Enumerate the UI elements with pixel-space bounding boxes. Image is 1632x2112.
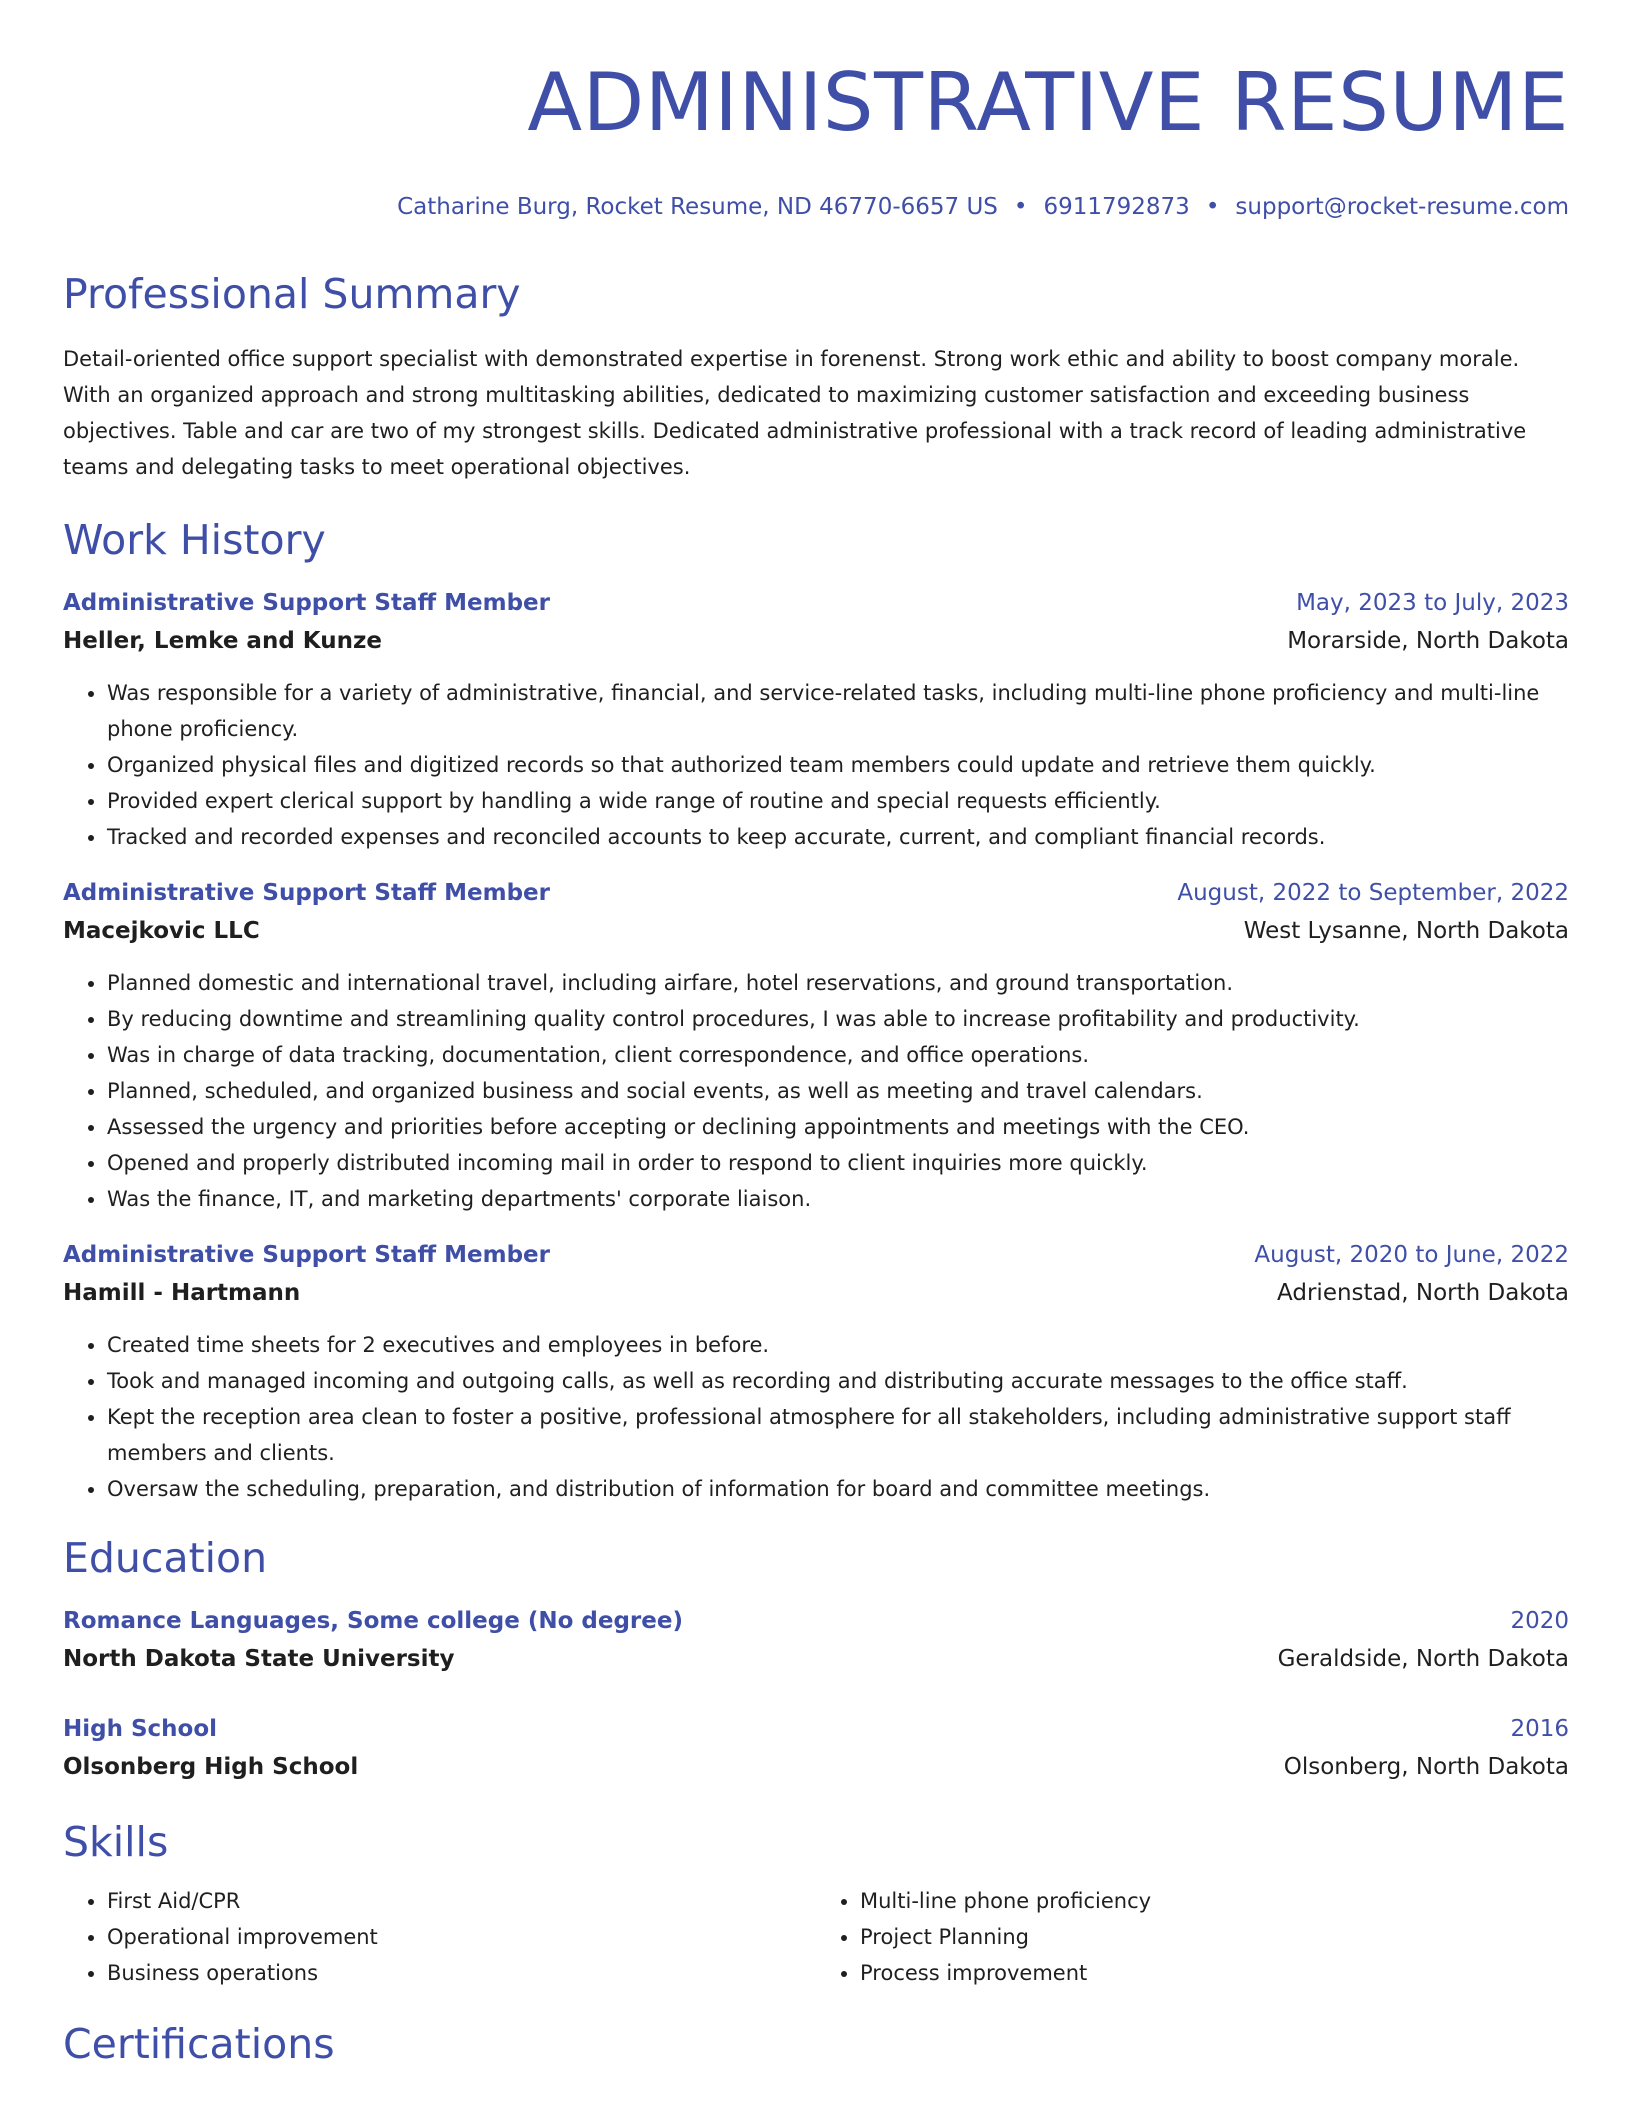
skills-heading: Skills: [63, 1818, 169, 1866]
job-bullet: • Was responsible for a variety of administrative, financial, and service-related tasks, including multi-line phone proficiency and multi-line phone proficiency.: [107, 675, 1569, 747]
job-dates: May, 2023 to July, 2023: [1296, 590, 1569, 616]
resume-title: ADMINISTRATIVE RESUME: [527, 56, 1569, 149]
job-bullets: [63, 1327, 1569, 1507]
education-school: North Dakota State University: [63, 1646, 455, 1672]
job-bullet: • Assessed the urgency and priorities before accepting or declining appointments and meetings with the CEO.: [107, 1109, 1569, 1145]
job-bullet: • Oversaw the scheduling, preparation, and distribution of information for board and committee meetings.: [107, 1471, 1569, 1507]
education-degree: Romance Languages, Some college (No degree): [63, 1608, 683, 1634]
job-entry: [63, 877, 1569, 1217]
education-section: [63, 1533, 1569, 1783]
job-title: Administrative Support Staff Member: [63, 590, 550, 616]
education-year: 2016: [1510, 1716, 1569, 1742]
contact-email: support@rocket-resume.com: [1235, 194, 1569, 220]
education-location: Olsonberg, North Dakota: [1283, 1754, 1569, 1780]
job-title: Administrative Support Staff Member: [63, 880, 550, 906]
job-location: Adrienstad, North Dakota: [1277, 1280, 1569, 1306]
summary-text: Detail-oriented office support specialist with demonstrated expertise in forenenst. Strong work ethic and ability to boost company morale. With an organized approach and strong multitasking abilities, dedicated to maximizing customer satisfaction and exceeding business objectives. Table and car are two of my strongest skills. Dedicated administrative professional with a track record of leading administrative teams and delegating tasks to meet operational objectives.: [63, 347, 1527, 479]
contact-separator: •: [1013, 194, 1028, 220]
job-company: Macejkovic LLC: [63, 918, 260, 944]
job-dates: August, 2022 to September, 2022: [1177, 880, 1569, 906]
job-location: Morarside, North Dakota: [1287, 628, 1569, 654]
job-bullet: • Was the finance, IT, and marketing departments' corporate liaison.: [107, 1181, 1569, 1217]
work-history-heading: Work History: [63, 516, 326, 564]
job-bullet: • Planned, scheduled, and organized business and social events, as well as meeting and travel calendars.: [107, 1073, 1569, 1109]
job-bullet: • By reducing downtime and streamlining quality control procedures, I was able to increase profitability and productivity.: [107, 1001, 1569, 1037]
contact-address: Catharine Burg, Rocket Resume, ND 46770-6657 US: [397, 194, 998, 220]
contact-phone: 6911792873: [1043, 194, 1190, 220]
education-school: Olsonberg High School: [63, 1754, 359, 1780]
education-entry: [63, 1713, 1569, 1783]
contact-line: [63, 191, 1569, 223]
job-bullets: [63, 675, 1569, 855]
job-bullets: [63, 965, 1569, 1217]
summary-section: [63, 269, 1569, 485]
skill-item: • Project Planning: [860, 1919, 1569, 1955]
job-bullet: • Organized physical files and digitized records so that authorized team members could update and retrieve them quickly.: [107, 747, 1569, 783]
education-entry: [63, 1605, 1569, 1675]
contact-separator: •: [1205, 194, 1220, 220]
skills-grid: [63, 1883, 1569, 1991]
education-year: 2020: [1510, 1608, 1569, 1634]
job-entry: [63, 1239, 1569, 1507]
job-company: Heller, Lemke and Kunze: [63, 628, 382, 654]
certifications-section: [63, 2019, 1569, 2069]
job-location: West Lysanne, North Dakota: [1243, 918, 1569, 944]
certifications-heading: Certifications: [63, 2020, 335, 2068]
education-degree: High School: [63, 1716, 218, 1742]
skill-item: • Process improvement: [860, 1955, 1569, 1991]
job-bullet: • Was in charge of data tracking, documentation, client correspondence, and office operations.: [107, 1037, 1569, 1073]
job-bullet: • Created time sheets for 2 executives and employees in before.: [107, 1327, 1569, 1363]
job-bullet: • Provided expert clerical support by handling a wide range of routine and special requests efficiently.: [107, 783, 1569, 819]
job-bullet: • Opened and properly distributed incoming mail in order to respond to client inquiries more quickly.: [107, 1145, 1569, 1181]
skill-item: • Multi-line phone proficiency: [860, 1883, 1569, 1919]
skills-column-right: [816, 1883, 1569, 1991]
job-title: Administrative Support Staff Member: [63, 1242, 550, 1268]
skill-item: • Business operations: [107, 1955, 816, 1991]
skills-section: [63, 1817, 1569, 1991]
job-bullet: • Tracked and recorded expenses and reconciled accounts to keep accurate, current, and compliant financial records.: [107, 819, 1569, 855]
job-bullet: • Took and managed incoming and outgoing calls, as well as recording and distributing accurate messages to the office staff.: [107, 1363, 1569, 1399]
skill-item: • First Aid/CPR: [107, 1883, 816, 1919]
job-bullet: • Planned domestic and international travel, including airfare, hotel reservations, and ground transportation.: [107, 965, 1569, 1001]
work-history-section: [63, 515, 1569, 1507]
job-dates: August, 2020 to June, 2022: [1254, 1242, 1569, 1268]
education-location: Geraldside, North Dakota: [1277, 1646, 1569, 1672]
skill-item: • Operational improvement: [107, 1919, 816, 1955]
job-bullet: • Kept the reception area clean to foster a positive, professional atmosphere for all stakeholders, including administrative support staff members and clients.: [107, 1399, 1569, 1471]
job-entry: [63, 587, 1569, 855]
job-company: Hamill - Hartmann: [63, 1280, 301, 1306]
skills-column-left: [63, 1883, 816, 1991]
summary-heading: Professional Summary: [63, 270, 521, 318]
education-heading: Education: [63, 1534, 268, 1582]
